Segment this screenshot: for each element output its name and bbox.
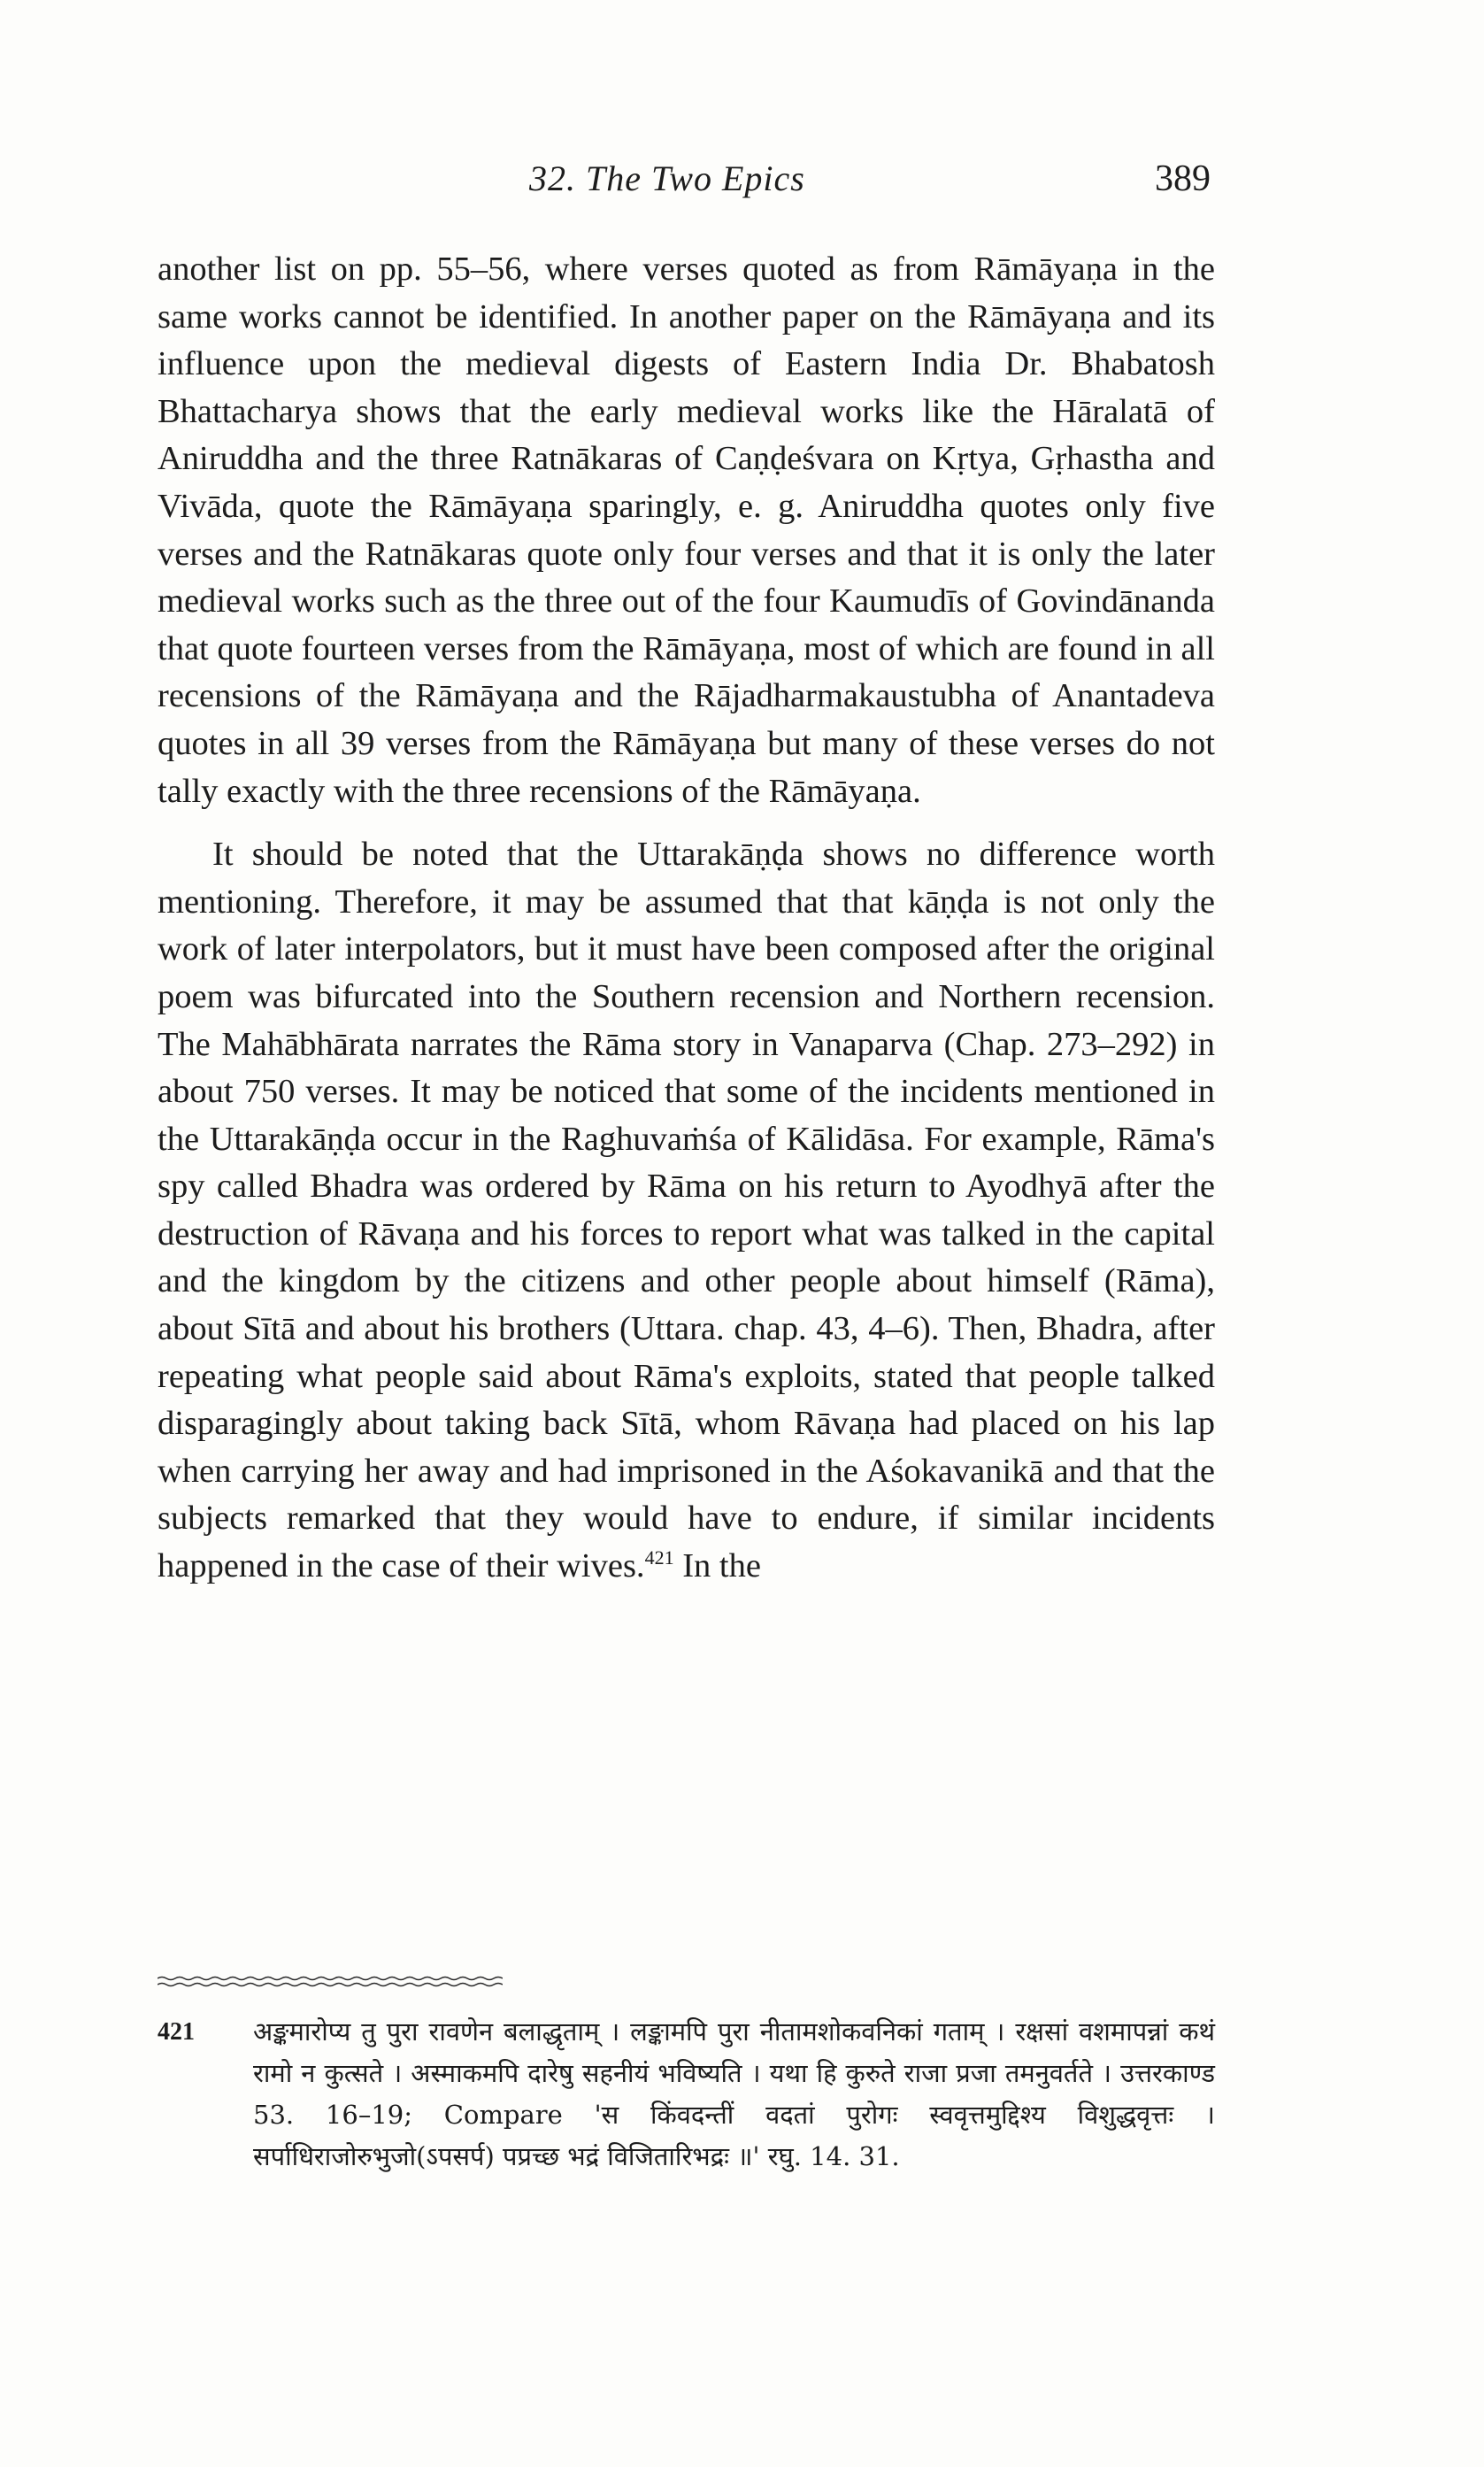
running-head [158, 158, 1211, 211]
page-number: 389 [1155, 158, 1211, 199]
paragraph-2-tail: In the [673, 1547, 761, 1585]
body-text [158, 246, 1215, 1591]
footnote-421 [158, 2011, 1215, 2178]
paragraph-2-text: It should be noted that the Uttarakāṇḍa shows no difference worth mentioning. Therefore, it may be assumed that that kāṇḍa is not only the work of later interpolators, but it must have been composed after the original poem was bifurcated into the Southern recension and Northern recension. The Mahābhārata narrates the Rāma story in Vanaparva (Chap. 273–292) in about 750 verses. It may be noticed that some of the incidents mentioned in the Uttarakāṇḍa occur in the Raghuvaṁśa of Kālidāsa. For example, Rāma's spy called Bhadra was ordered by Rāma on his return to Ayodhyā after the destruction of Rāvaṇa and his forces to report what was talked in the capital and the kingdom by the citizens and other people about himself (Rāma), about Sītā and about his brothers (Uttara. chap. 43, 4–6). Then, Bhadra, after repeating what people said about Rāma's exploits, stated that people talked disparagingly about taking back Sītā, whom Rāvaṇa had placed on his lap when carrying her away and had imprisoned in the Aśokavanikā and that the subjects remarked that they would have to endure, if similar incidents happened in the case of their wives. [158, 836, 1215, 1585]
footnote-divider [158, 1976, 503, 1988]
paragraph-1: another list on pp. 55–56, where verses quoted as from Rāmāyaṇa in the same works cannot be identified. In another paper on the Rāmāyaṇa and its influence upon the medieval digests of Eastern India Dr. Bhabatosh Bhattacharya shows that the early medieval works like the Hāralatā of Aniruddha and the three Ratnākaras of Caṇḍeśvara on Kṛtya, Gṛhastha and Vivāda, quote the Rāmāyaṇa sparingly, e. g. Aniruddha quotes only five verses and the Ratnākaras quote only four verses and that it is only the later medieval works such as the three out of the four Kaumudīs of Govindānanda that quote fourteen verses from the Rāmāyaṇa, most of which are found in all recensions of the Rāmāyaṇa and the Rājadharmakaustubha of Anantadeva quotes in all 39 verses from the Rāmāyaṇa but many of these verses do not tally exactly with the three recensions of the Rāmāyaṇa. [158, 251, 1215, 810]
footnote-reference[interactable]: 421 [644, 1546, 674, 1569]
footnote-text: अङ्कमारोप्य तु पुरा रावणेन बलाद्धृताम् । लङ्कामपि पुरा नीतामशोकवनिकां गताम् । रक्षसां वशमापन्नां कथं रामो न कुत्सते । अस्माकमपि दारेषु सहनीयं भविष्यति । यथा हि कुरुते राजा प्रजा तमनुवर्तते । उत्तरकाण्ड 53. 16–19; Compare 'स किंवदन्तीं वदतां पुरोगः स्ववृत्तमुद्दिश्य विशुद्धवृत्तः । सर्पाधिराजोरुभुजो(ऽपसर्प) पप्रच्छ भद्रं विजितारिभद्रः ॥' रघु. 14. 31. [253, 2016, 1215, 2171]
chapter-title: 32. The Two Epics [529, 158, 805, 198]
footnote-number: 421 [158, 2018, 195, 2046]
paragraph-2 [158, 831, 1215, 1591]
